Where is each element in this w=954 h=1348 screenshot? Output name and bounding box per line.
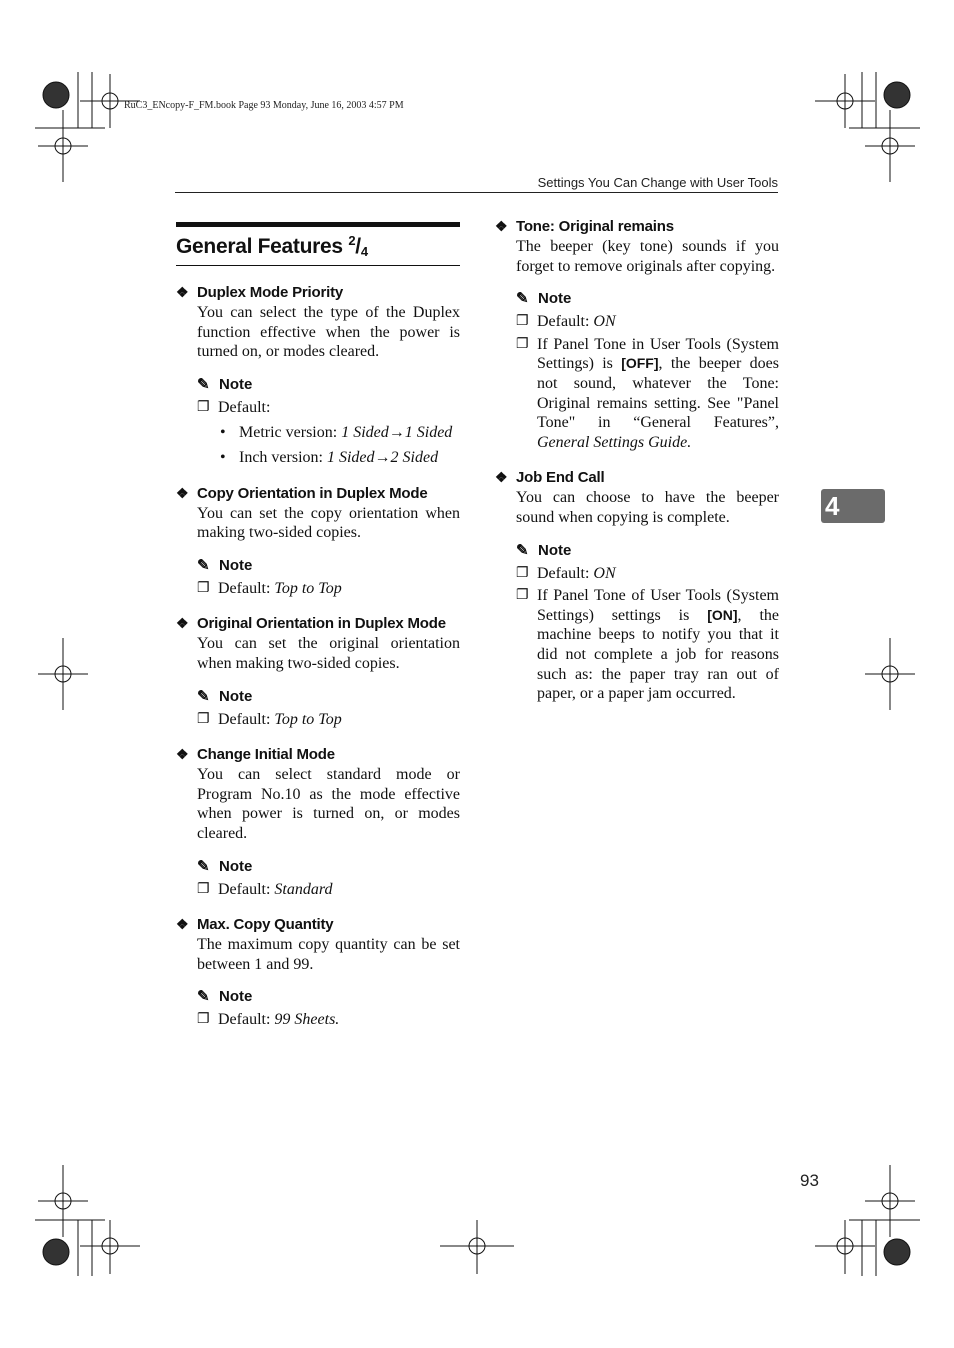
checkbox-bullet-icon: ❐	[516, 336, 529, 352]
note-item: ❐ Default: ON	[516, 313, 616, 331]
default-list	[218, 423, 460, 467]
item-change-initial-mode	[176, 744, 460, 899]
list-item: • Metric version: 1 Sided→1 Sided	[220, 424, 453, 442]
pencil-icon: ✎	[516, 541, 529, 559]
checkbox-bullet-icon: ❐	[516, 565, 529, 581]
item-heading: ❖ Max. Copy Quantity	[176, 916, 334, 934]
note-block	[516, 541, 779, 704]
item-heading: ❖ Tone: Original remains	[495, 218, 674, 235]
section-title: General Features $^2/_4$	[176, 233, 368, 259]
checkbox-bullet-icon: ❐	[197, 399, 210, 415]
diamond-bullet-icon: ❖	[176, 746, 189, 763]
file-info-line: RuC3_ENcopy-F_FM.book Page 93 Monday, June 16, 2003 4:57 PM	[124, 100, 404, 111]
left-column	[176, 222, 460, 1045]
item-tone-original-remains	[495, 216, 779, 452]
checkbox-bullet-icon: ❐	[516, 314, 529, 330]
note-block	[197, 987, 460, 1030]
checkbox-bullet-icon: ❐	[197, 580, 210, 596]
note-item: ❐ Default: • Metric version: 1 Sided→1 Sided • Inch version: 1 Sided→2 Sided	[197, 398, 460, 468]
pencil-icon: ✎	[197, 375, 210, 393]
checkbox-bullet-icon: ❐	[197, 711, 210, 727]
note-item: ❐ If Panel Tone of User Tools (System Settings) settings is [ON], the machine beeps to notify you that it did not complete a job for reasons such as: the paper tray ran out of paper, or a paper jam occurred.	[516, 587, 780, 703]
diamond-bullet-icon: ❖	[495, 218, 508, 234]
pencil-icon: ✎	[197, 857, 210, 875]
chapter-number: 4	[825, 491, 840, 521]
item-description: You can set the original orientation when making two-sided copies.	[197, 635, 460, 672]
item-max-copy-quantity	[176, 914, 460, 1030]
note-item: ❐ Default: Standard	[197, 880, 333, 898]
diamond-bullet-icon: ❖	[176, 484, 189, 501]
header-rule	[175, 192, 778, 193]
bullet-icon: •	[220, 448, 226, 466]
diamond-bullet-icon: ❖	[176, 615, 189, 632]
item-heading: ❖ Duplex Mode Priority	[176, 284, 344, 301]
note-item: ❐ If Panel Tone in User Tools (System Settings) is [OFF], the beeper does not sound, whatever the Tone: Original remains setting. See "Panel Tone" in “General Features”, General Settings Guide.	[516, 335, 779, 451]
page-number: 93	[800, 1171, 819, 1190]
note-heading: ✎ Note	[516, 290, 572, 308]
item-heading: ❖ Copy Orientation in Duplex Mode	[176, 484, 428, 502]
note-heading: ✎ Note	[516, 541, 572, 559]
pencil-icon: ✎	[516, 290, 529, 308]
key-label: [OFF]	[621, 355, 659, 372]
pencil-icon: ✎	[197, 556, 210, 574]
note-heading: ✎ Note	[197, 687, 253, 705]
item-heading: ❖ Job End Call	[495, 469, 605, 487]
note-item: ❐ Default: Top to Top	[197, 710, 342, 728]
pencil-icon: ✎	[197, 687, 210, 705]
item-description: You can set the copy orientation when making two-sided copies.	[197, 504, 460, 542]
item-description: The beeper (key tone) sounds if you forget to remove originals after copying.	[516, 238, 779, 275]
note-heading: ✎ Note	[197, 988, 253, 1006]
note-block	[197, 556, 460, 599]
list-item: • Inch version: 1 Sided→2 Sided	[220, 448, 439, 466]
item-job-end-call	[495, 467, 779, 703]
diamond-bullet-icon: ❖	[495, 469, 508, 486]
note-heading: ✎ Note	[197, 556, 253, 574]
pencil-icon: ✎	[197, 988, 210, 1006]
note-item: ❐ Default: Top to Top	[197, 579, 342, 597]
diamond-bullet-icon: ❖	[176, 284, 189, 300]
note-block	[197, 687, 460, 730]
item-description: You can select the type of the Duplex function effective when the power is turned on, or modes cleared.	[197, 304, 460, 361]
checkbox-bullet-icon: ❐	[197, 881, 210, 897]
note-heading: ✎ Note	[197, 857, 253, 875]
note-block	[197, 857, 460, 900]
item-copy-orientation	[176, 483, 460, 599]
key-label: [ON]	[707, 606, 738, 623]
checkbox-bullet-icon: ❐	[197, 1012, 210, 1028]
bullet-icon: •	[220, 424, 226, 442]
item-description: The maximum copy quantity can be set between 1 and 99.	[197, 936, 460, 973]
running-header: Settings You Can Change with User Tools	[537, 175, 778, 190]
item-heading: ❖ Change Initial Mode	[176, 746, 335, 764]
note-block	[197, 375, 460, 468]
diamond-bullet-icon: ❖	[176, 916, 189, 933]
section-title-block	[176, 222, 460, 266]
item-description: You can choose to have the beeper sound when copying is complete.	[516, 489, 779, 526]
note-heading: ✎ Note	[197, 375, 253, 393]
item-duplex-mode-priority	[176, 282, 460, 468]
note-item: ❐ Default: ON	[516, 564, 616, 582]
right-column	[495, 216, 779, 719]
item-heading: ❖ Original Orientation in Duplex Mode	[176, 615, 446, 633]
item-description: You can select standard mode or Program No.10 as the mode effective when power is turned on, or modes cleared.	[197, 766, 460, 842]
note-item: ❐ Default: 99 Sheets.	[197, 1011, 340, 1029]
note-block	[516, 289, 779, 452]
checkbox-bullet-icon: ❐	[516, 588, 529, 604]
item-original-orientation	[176, 613, 460, 729]
